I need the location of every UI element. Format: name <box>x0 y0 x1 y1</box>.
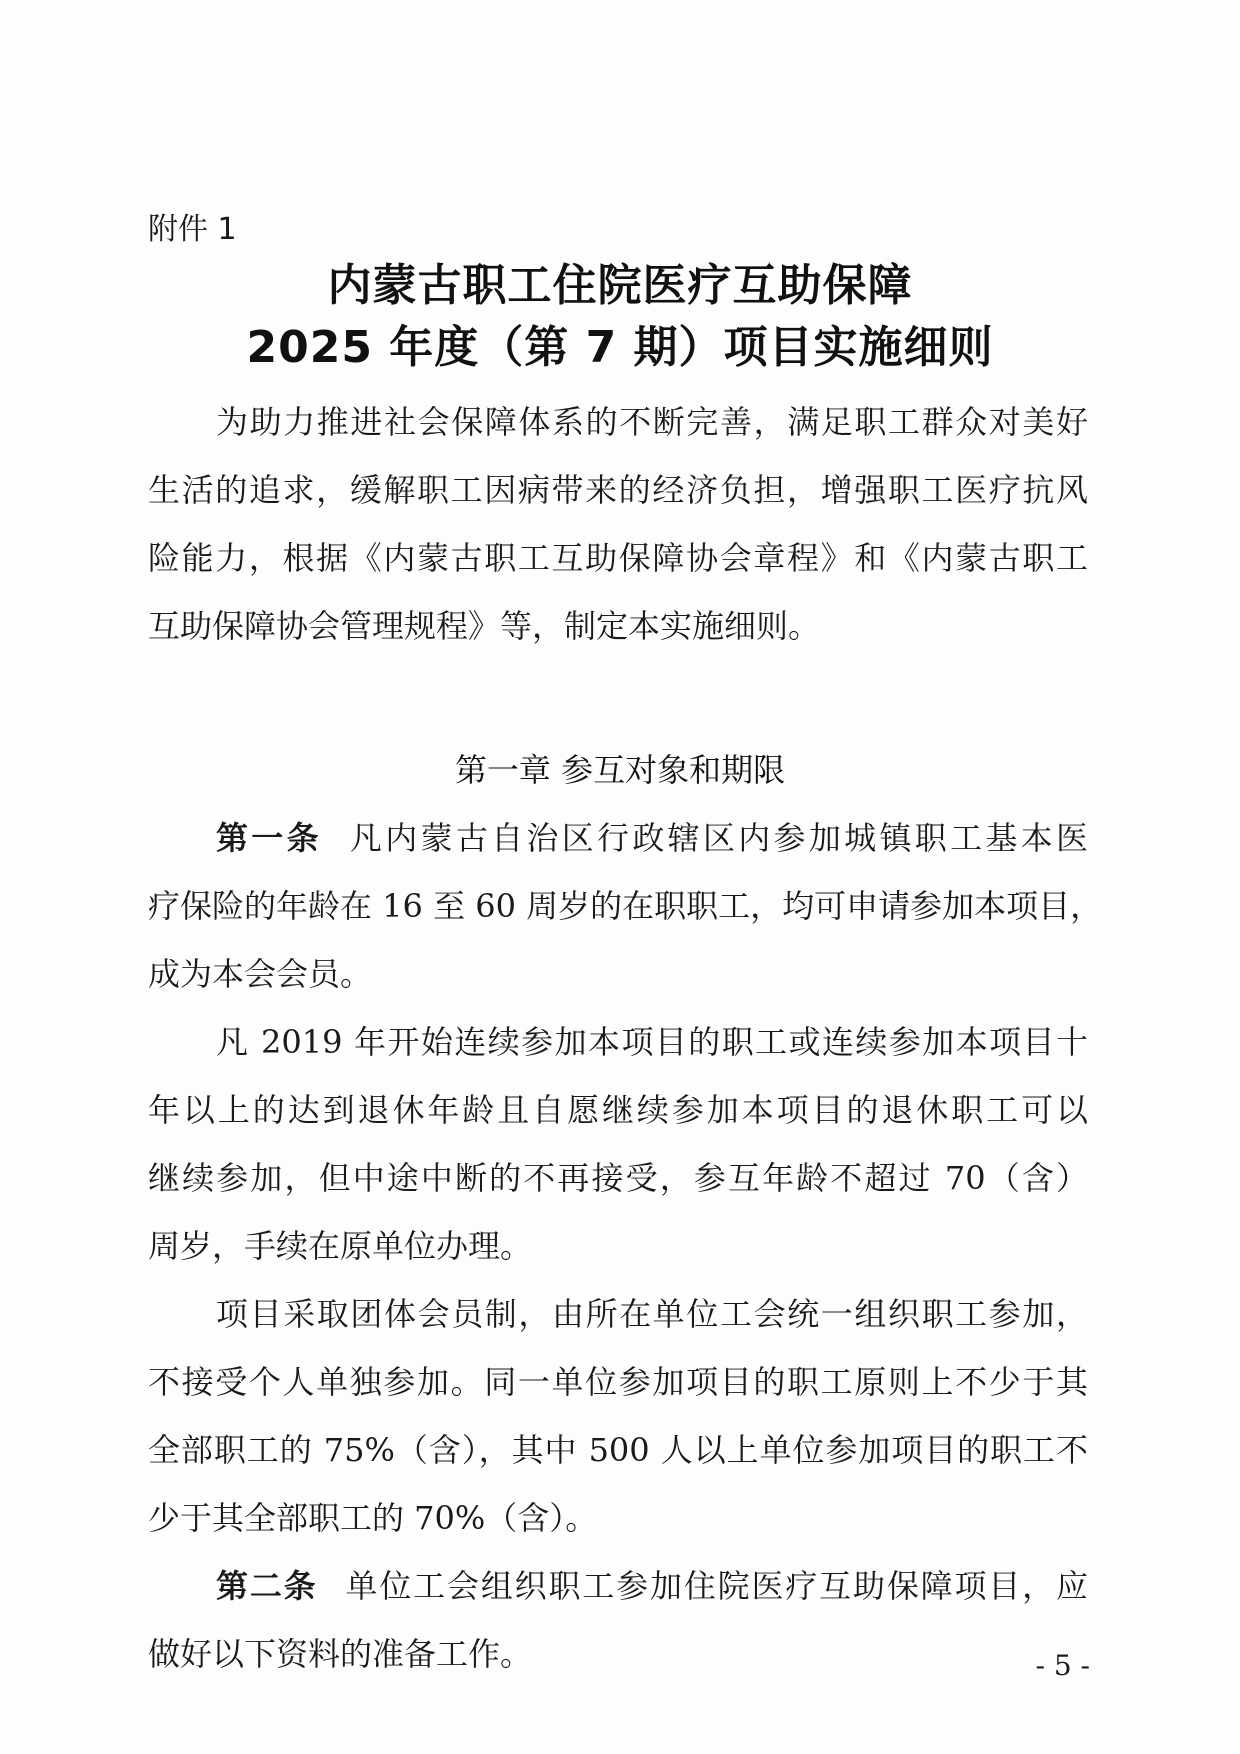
article-1-line <box>216 816 1088 860</box>
article-1-line: 成为本会会员。 <box>148 955 373 993</box>
article-2-line: 做好以下资料的准备工作。 <box>148 1635 533 1673</box>
article-2-text: 单位工会组织职工参加住院医疗互助保障项目，应 <box>345 1567 1088 1605</box>
group-paragraph-line: 项目采取团体会员制，由所在单位工会统一组织职工参加， <box>216 1295 1088 1333</box>
preamble-line: 互助保障协会管理规程》等，制定本实施细则。 <box>148 607 821 645</box>
document-title-line-2: 2025 年度（第 7 期）项目实施细则 <box>246 322 994 373</box>
chapter-heading: 第一章 参互对象和期限 <box>454 751 786 789</box>
retired-paragraph-line: 年以上的达到退休年龄且自愿继续参加本项目的退休职工可以 <box>148 1091 1088 1129</box>
preamble-line: 为助力推进社会保障体系的不断完善，满足职工群众对美好 <box>216 403 1088 441</box>
article-2-label: 第二条 <box>216 1567 318 1605</box>
group-paragraph-line: 不接受个人单独参加。同一单位参加项目的职工原则上不少于其 <box>148 1363 1088 1401</box>
page-number: - 5 - <box>1035 1649 1090 1682</box>
article-2-line <box>216 1564 1088 1608</box>
retired-paragraph-line: 继续参加，但中途中断的不再接受，参互年龄不超过 70（含） <box>148 1159 1088 1197</box>
preamble-line: 险能力，根据《内蒙古职工互助保障协会章程》和《内蒙古职工 <box>148 539 1088 577</box>
group-paragraph-line: 全部职工的 75%（含），其中 500 人以上单位参加项目的职工不 <box>148 1431 1088 1469</box>
article-1-label: 第一条 <box>216 819 322 857</box>
article-1-text: 凡内蒙古自治区行政辖区内参加城镇职工基本医 <box>349 819 1088 857</box>
group-paragraph-line: 少于其全部职工的 70%（含）。 <box>148 1499 598 1537</box>
article-1-line: 疗保险的年龄在 16 至 60 周岁的在职职工，均可申请参加本项目， <box>148 887 1103 925</box>
document-title-line-1: 内蒙古职工住院医疗互助保障 <box>327 260 913 311</box>
retired-paragraph-line: 凡 2019 年开始连续参加本项目的职工或连续参加本项目十 <box>216 1023 1088 1061</box>
attachment-label: 附件 1 <box>148 212 237 247</box>
retired-paragraph-line: 周岁，手续在原单位办理。 <box>148 1227 533 1265</box>
preamble-line: 生活的追求，缓解职工因病带来的经济负担，增强职工医疗抗风 <box>148 471 1088 509</box>
